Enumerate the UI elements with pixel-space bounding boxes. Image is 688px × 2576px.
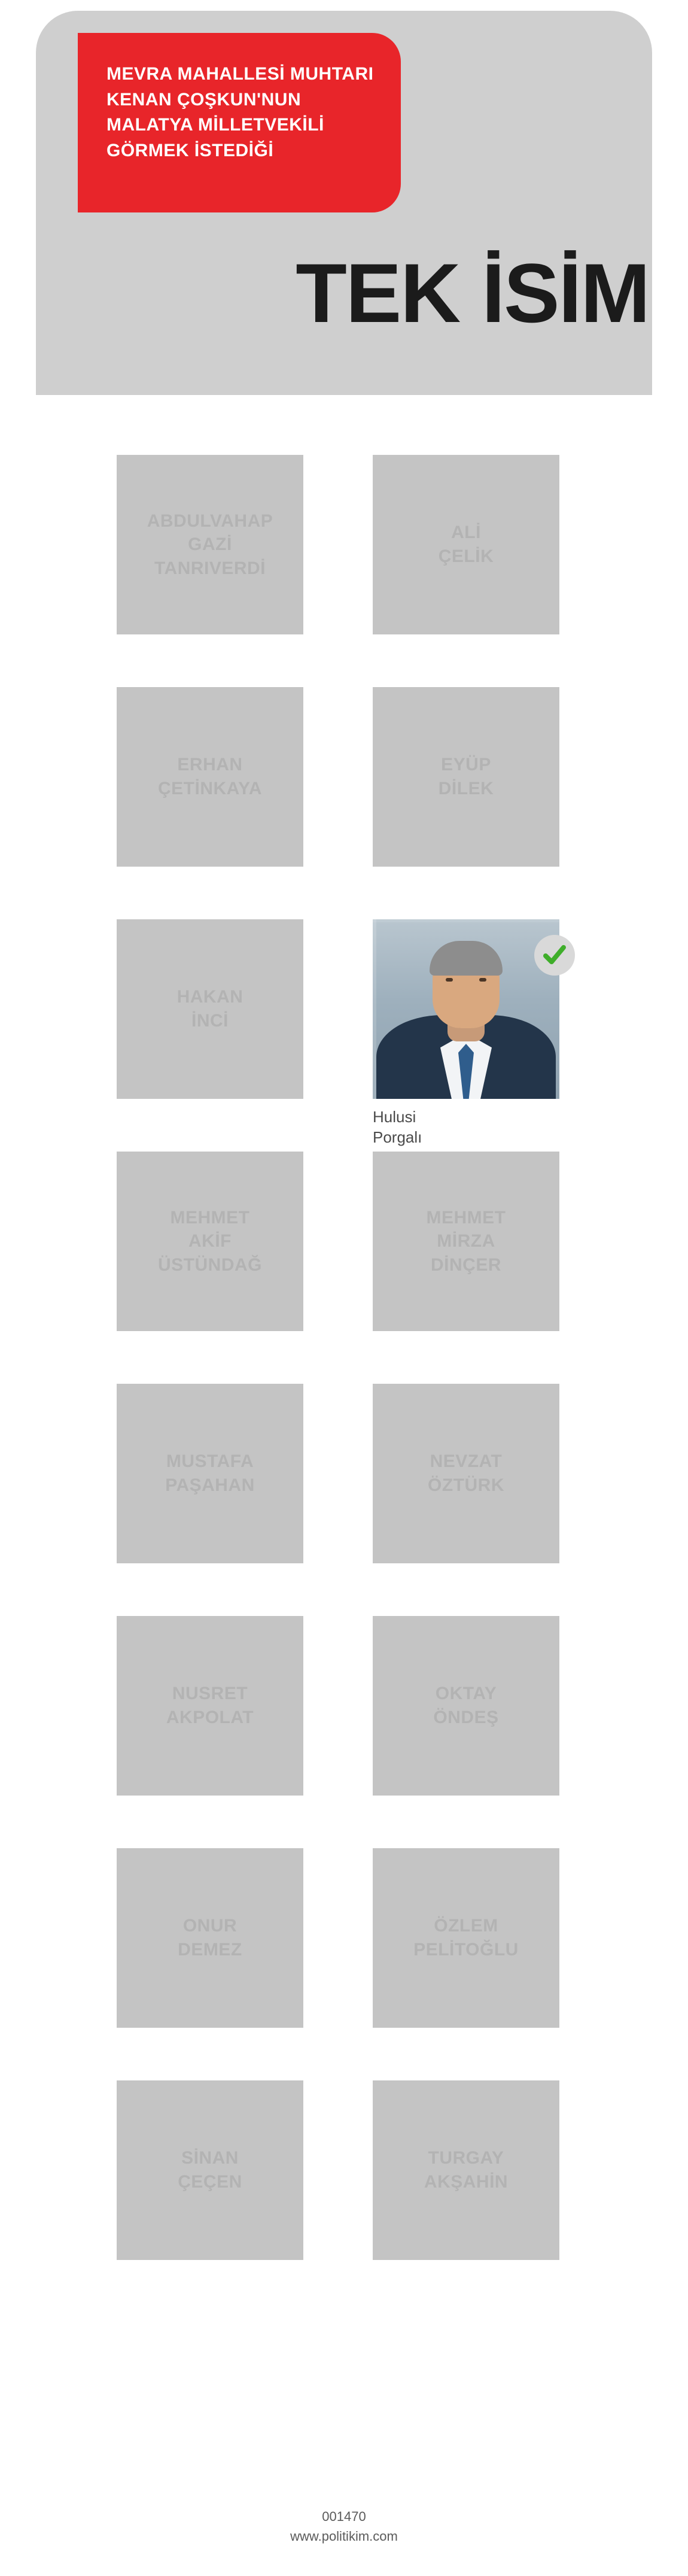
candidate-cell[interactable] (117, 687, 303, 867)
candidate-name: ONUR DEMEZ (178, 1916, 242, 1960)
eye-left (446, 978, 453, 982)
candidate-name: HAKAN İNCİ (176, 987, 243, 1031)
candidate-name: MEHMET MİRZA DİNÇER (426, 1207, 506, 1275)
candidate-photo (373, 919, 559, 1099)
candidate-cell[interactable] (373, 1384, 559, 1563)
footer (0, 2507, 688, 2546)
candidate-cell[interactable] (117, 1152, 303, 1331)
page-title: TEK İSİM (296, 246, 649, 340)
footer-code: 001470 (322, 2509, 366, 2524)
candidate-name: OKTAY ÖNDEŞ (433, 1684, 499, 1727)
candidate-name: MEHMET AKİF ÜSTÜNDAĞ (158, 1207, 262, 1275)
headline-line-1: MEVRA MAHALLESİ MUHTARI (106, 64, 374, 84)
candidate-name: TURGAY AKŞAHİN (424, 2148, 509, 2192)
candidate-name: SİNAN ÇEÇEN (178, 2148, 242, 2192)
candidate-name: NUSRET AKPOLAT (166, 1684, 254, 1727)
grid-row (117, 1848, 559, 2028)
candidate-name: MUSTAFA PAŞAHAN (165, 1451, 255, 1495)
grid-row (117, 687, 559, 867)
grid-row (117, 1384, 559, 1563)
check-icon (534, 935, 575, 976)
candidate-cell[interactable] (117, 1616, 303, 1796)
candidate-cell[interactable] (373, 2080, 559, 2260)
footer-site: www.politikim.com (290, 2529, 398, 2544)
selected-candidate-name: Hulusi Porgalı (373, 1108, 422, 1146)
candidate-cell[interactable] (373, 455, 559, 634)
eye-right (479, 978, 486, 982)
candidate-cell[interactable] (117, 455, 303, 634)
candidate-name: ALİ ÇELİK (438, 523, 494, 566)
candidate-cell[interactable] (117, 919, 303, 1099)
grid-row (117, 455, 559, 634)
candidate-cell[interactable] (117, 1848, 303, 2028)
grid-row (117, 919, 559, 1146)
candidate-name: EYÜP DİLEK (438, 755, 494, 798)
grid-row (117, 2080, 559, 2260)
candidate-grid (117, 455, 559, 2313)
candidate-cell[interactable] (373, 687, 559, 867)
candidate-name: ABDULVAHAP GAZİ TANRIVERDİ (147, 511, 273, 578)
headline-line-3: MALATYA MİLLETVEKİLİ (106, 115, 324, 135)
candidate-cell[interactable] (117, 2080, 303, 2260)
grid-row (117, 1616, 559, 1796)
selected-candidate-cell[interactable] (373, 919, 559, 1146)
candidate-name: ÖZLEM PELİTOĞLU (413, 1916, 519, 1960)
candidate-cell[interactable] (373, 1616, 559, 1796)
headline-line-2: KENAN ÇOŞKUN'NUN (106, 89, 302, 110)
candidate-name: NEVZAT ÖZTÜRK (428, 1451, 504, 1495)
candidate-cell[interactable] (373, 1152, 559, 1331)
candidate-name: ERHAN ÇETİNKAYA (158, 755, 262, 798)
grid-row (117, 1152, 559, 1331)
headline-banner (78, 33, 401, 212)
candidate-cell[interactable] (373, 1848, 559, 2028)
headline-line-4: GÖRMEK İSTEDİĞİ (106, 140, 274, 160)
candidate-cell[interactable] (117, 1384, 303, 1563)
